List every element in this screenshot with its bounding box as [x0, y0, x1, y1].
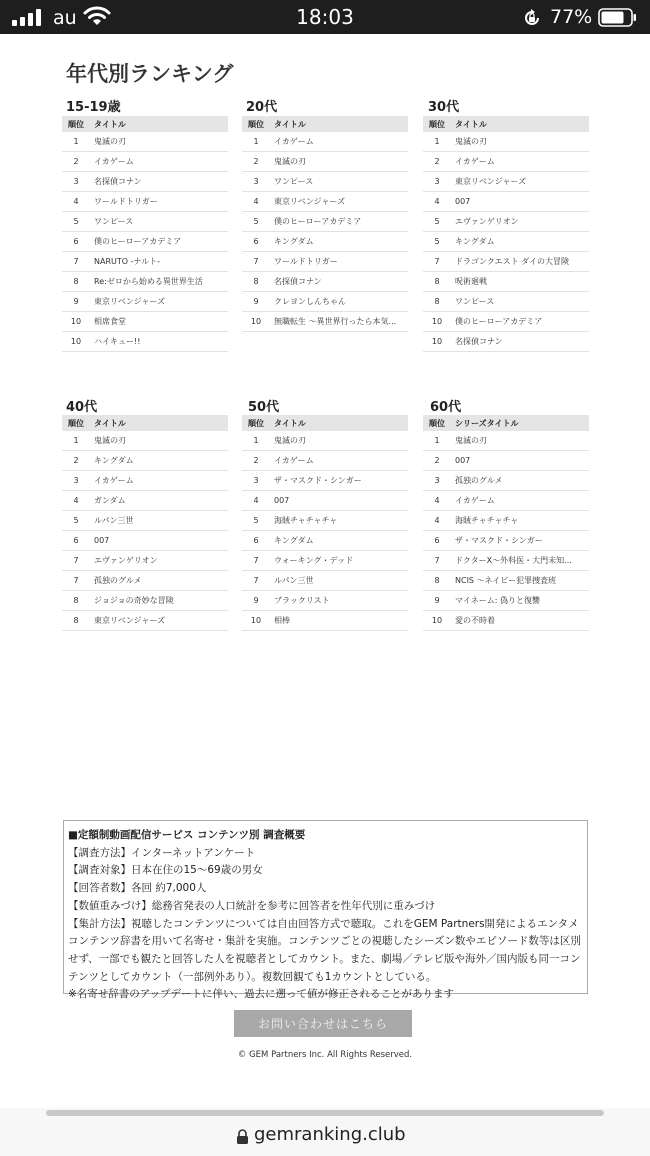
table-row	[62, 431, 228, 451]
table-row	[242, 471, 408, 491]
table-row	[242, 571, 408, 591]
table-row	[242, 292, 408, 312]
table-row	[423, 292, 589, 312]
title-cell: ワールドトリガー	[90, 192, 228, 212]
table-row	[62, 232, 228, 252]
rank-cell: 4	[423, 511, 451, 531]
table-header-row	[62, 415, 228, 431]
rank-column-header: 順位	[62, 415, 90, 431]
table-row	[62, 531, 228, 551]
table-row	[423, 272, 589, 292]
title-cell: ウォーキング・デッド	[270, 551, 408, 571]
table-row	[423, 332, 589, 352]
rank-cell: 8	[62, 272, 90, 292]
title-cell: 名探偵コナン	[451, 332, 589, 352]
table-row	[242, 232, 408, 252]
series-title-column-header: シリーズタイトル	[451, 415, 589, 431]
title-cell: 相棒	[270, 611, 408, 631]
rank-cell: 5	[62, 212, 90, 232]
rank-cell: 10	[242, 312, 270, 332]
lock-icon	[236, 1129, 249, 1144]
title-column-header: タイトル	[270, 116, 408, 132]
title-cell: ルパン三世	[270, 571, 408, 591]
scrollbar[interactable]	[46, 1110, 604, 1116]
table-row	[62, 152, 228, 172]
rank-cell: 4	[423, 192, 451, 212]
rank-cell: 9	[242, 292, 270, 312]
table-header-row	[62, 116, 228, 132]
ranking-table-30s	[423, 116, 589, 352]
notes-disclaimer: ※名寄せ辞書のアップデートに伴い、過去に遡って値が修正されることがあります	[68, 988, 455, 1001]
title-cell: ワンピース	[270, 172, 408, 192]
title-column-header: タイトル	[90, 415, 228, 431]
rank-cell: 2	[423, 152, 451, 172]
table-row	[62, 571, 228, 591]
title-cell: 007	[451, 192, 589, 212]
rank-cell: 9	[423, 591, 451, 611]
table-row	[423, 431, 589, 451]
table-row	[62, 491, 228, 511]
rank-cell: 5	[242, 511, 270, 531]
table-header-row	[242, 116, 408, 132]
title-cell: 鬼滅の刃	[270, 431, 408, 451]
table-row	[242, 172, 408, 192]
title-cell: ザ・マスクド・シンガー	[270, 471, 408, 491]
section-heading-30s: 30代	[428, 100, 460, 115]
title-cell: ドラゴンクエスト ダイの大冒険	[451, 252, 589, 272]
title-cell: 海賊チャチャチャ	[451, 511, 589, 531]
rank-cell: 7	[62, 571, 90, 591]
table-header-row	[423, 116, 589, 132]
table-row	[423, 232, 589, 252]
rank-cell: 8	[423, 292, 451, 312]
title-cell: 鬼滅の刃	[270, 152, 408, 172]
title-cell: キングダム	[90, 451, 228, 471]
rank-cell: 6	[62, 232, 90, 252]
contact-button[interactable]: お問い合わせはこちら	[234, 1010, 412, 1037]
title-cell: 007	[270, 491, 408, 511]
rank-cell: 4	[62, 491, 90, 511]
survey-notes	[63, 820, 588, 1001]
title-cell: イカゲーム	[451, 152, 589, 172]
rank-cell: 10	[423, 332, 451, 352]
table-row	[242, 212, 408, 232]
table-row	[423, 511, 589, 531]
rank-cell: 7	[62, 551, 90, 571]
notes-respondents: 【回答者数】各回 約7,000人	[68, 882, 207, 895]
table-row	[423, 152, 589, 172]
clock: 18:03	[296, 5, 354, 29]
table-row	[62, 252, 228, 272]
title-cell: 東京リベンジャーズ	[270, 192, 408, 212]
section-heading-40s: 40代	[66, 400, 98, 415]
rank-cell: 2	[423, 451, 451, 471]
rank-cell: 2	[242, 152, 270, 172]
title-cell: ザ・マスクド・シンガー	[451, 531, 589, 551]
rank-cell: 3	[62, 172, 90, 192]
title-cell: 僕のヒーローアカデミア	[270, 212, 408, 232]
title-cell: NARUTO -ナルト-	[90, 252, 228, 272]
title-cell: ワンピース	[451, 292, 589, 312]
notes-weighting: 【数値重みづけ】総務省発表の人口統計を参考に回答者を性年代別に重みづけ	[68, 899, 436, 912]
rank-cell: 2	[62, 152, 90, 172]
table-row	[423, 471, 589, 491]
title-cell: 僕のヒーローアカデミア	[90, 232, 228, 252]
table-header-row	[423, 415, 589, 431]
table-row	[242, 252, 408, 272]
ranking-table-50s	[242, 415, 408, 631]
table-header-row	[242, 415, 408, 431]
table-row	[423, 531, 589, 551]
table-row	[62, 192, 228, 212]
table-row	[62, 172, 228, 192]
title-cell: イカゲーム	[270, 451, 408, 471]
table-row	[242, 152, 408, 172]
table-row	[423, 491, 589, 511]
title-cell: ブラックリスト	[270, 591, 408, 611]
rank-cell: 3	[242, 471, 270, 491]
rank-cell: 8	[62, 611, 90, 631]
rank-cell: 3	[242, 172, 270, 192]
rank-cell: 8	[423, 272, 451, 292]
rank-cell: 10	[423, 312, 451, 332]
table-row	[62, 312, 228, 332]
title-cell: 鬼滅の刃	[90, 132, 228, 152]
rank-cell: 6	[242, 531, 270, 551]
table-row	[242, 451, 408, 471]
title-cell: キングダム	[270, 232, 408, 252]
table-row	[242, 272, 408, 292]
rank-cell: 1	[242, 431, 270, 451]
table-row	[62, 272, 228, 292]
rank-cell: 4	[423, 491, 451, 511]
rank-cell: 1	[62, 132, 90, 152]
rank-cell: 1	[423, 431, 451, 451]
table-row	[423, 551, 589, 571]
title-cell: 相席食堂	[90, 312, 228, 332]
title-cell: 東京リベンジャーズ	[451, 172, 589, 192]
notes-aggregation: 【集計方法】視聴したコンテンツについては自由回答方式で聴取。これをGEM Partners開発によるエンタメコンテンツ辞書を用いて名寄せ・集計を実施。コンテンツごとの視聴したシーズン数やエピソード数等は区別せず、一部でも観たと回答した人を視聴者としてカウント。また、劇場／テレビ版や海外／国内版も同一コンテンツとしてカウント（一部例外あり）。複数回観ても1カウントとしている。	[68, 917, 581, 983]
table-row	[242, 531, 408, 551]
rank-cell: 6	[62, 531, 90, 551]
title-cell: 孤独のグルメ	[451, 471, 589, 491]
ranking-table-40s	[62, 415, 228, 631]
rank-cell: 6	[423, 531, 451, 551]
rank-cell: 4	[242, 192, 270, 212]
rank-cell: 10	[423, 611, 451, 631]
copyright: © GEM Partners Inc. All Rights Reserved.	[237, 1050, 413, 1060]
title-cell: 名探偵コナン	[90, 172, 228, 192]
notes-method: 【調査方法】インターネットアンケート	[68, 846, 256, 859]
rank-cell: 8	[242, 272, 270, 292]
title-cell: 東京リベンジャーズ	[90, 292, 228, 312]
rank-cell: 5	[242, 212, 270, 232]
ranking-table-15-19	[62, 116, 228, 352]
title-cell: ドクターX～外科医・大門未知...	[451, 551, 589, 571]
rank-cell: 3	[62, 471, 90, 491]
title-cell: エヴァンゲリオン	[90, 551, 228, 571]
title-cell: キングダム	[451, 232, 589, 252]
title-cell: マイネーム: 偽りと復讐	[451, 591, 589, 611]
rank-cell: 10	[62, 312, 90, 332]
title-cell: 呪術廻戦	[451, 272, 589, 292]
title-cell: 愛の不時着	[451, 611, 589, 631]
title-cell: 007	[90, 531, 228, 551]
rank-cell: 3	[423, 471, 451, 491]
rank-cell: 9	[242, 591, 270, 611]
title-cell: ジョジョの奇妙な冒険	[90, 591, 228, 611]
rank-column-header: 順位	[62, 116, 90, 132]
table-row	[62, 332, 228, 352]
table-row	[62, 292, 228, 312]
table-row	[242, 132, 408, 152]
table-row	[423, 312, 589, 332]
section-heading-20s: 20代	[246, 100, 278, 115]
table-row	[62, 511, 228, 531]
rank-cell: 1	[62, 431, 90, 451]
rank-cell: 1	[423, 132, 451, 152]
rank-column-header: 順位	[242, 116, 270, 132]
title-cell: 孤独のグルメ	[90, 571, 228, 591]
title-cell: キングダム	[270, 531, 408, 551]
title-column-header: タイトル	[451, 116, 589, 132]
table-row	[62, 451, 228, 471]
rank-cell: 2	[242, 451, 270, 471]
rank-cell: 4	[242, 491, 270, 511]
rank-column-header: 順位	[242, 415, 270, 431]
title-cell: 東京リベンジャーズ	[90, 611, 228, 631]
rank-cell: 10	[62, 332, 90, 352]
table-row	[62, 591, 228, 611]
rank-cell: 7	[62, 252, 90, 272]
title-cell: 僕のヒーローアカデミア	[451, 312, 589, 332]
title-cell: ワールドトリガー	[270, 252, 408, 272]
rank-cell: 4	[62, 192, 90, 212]
title-cell: エヴァンゲリオン	[451, 212, 589, 232]
rank-cell: 3	[423, 172, 451, 192]
rank-cell: 7	[242, 551, 270, 571]
status-bar	[0, 0, 650, 34]
table-row	[62, 471, 228, 491]
url-text[interactable]: gemranking.club	[254, 1124, 406, 1145]
rank-cell: 7	[423, 551, 451, 571]
rank-cell: 2	[62, 451, 90, 471]
rank-cell: 5	[423, 232, 451, 252]
title-cell: クレヨンしんちゃん	[270, 292, 408, 312]
rank-cell: 6	[242, 232, 270, 252]
title-cell: 海賊チャチャチャ	[270, 511, 408, 531]
title-cell: 名探偵コナン	[270, 272, 408, 292]
rank-cell: 5	[62, 511, 90, 531]
table-row	[62, 611, 228, 631]
rank-cell: 1	[242, 132, 270, 152]
table-row	[62, 212, 228, 232]
table-row	[242, 551, 408, 571]
rank-cell: 9	[62, 292, 90, 312]
table-row	[423, 451, 589, 471]
rotation-lock-icon	[522, 8, 542, 28]
table-row	[242, 312, 408, 332]
title-cell: 鬼滅の刃	[451, 132, 589, 152]
rank-cell: 8	[62, 591, 90, 611]
rank-cell: 7	[423, 252, 451, 272]
carrier-name: au	[53, 7, 77, 29]
title-cell: イカゲーム	[451, 491, 589, 511]
table-row	[242, 511, 408, 531]
rank-cell: 10	[242, 611, 270, 631]
table-row	[242, 611, 408, 631]
title-cell: 鬼滅の刃	[451, 431, 589, 451]
table-row	[242, 431, 408, 451]
title-cell: NCIS ～ネイビー犯罪捜査班	[451, 571, 589, 591]
title-cell: ガンダム	[90, 491, 228, 511]
table-row	[423, 611, 589, 631]
title-column-header: タイトル	[270, 415, 408, 431]
table-row	[423, 252, 589, 272]
table-row	[423, 172, 589, 192]
notes-target: 【調査対象】日本在住の15～69歳の男女	[68, 864, 263, 877]
title-cell: Re:ゼロから始める異世界生活	[90, 272, 228, 292]
table-row	[242, 491, 408, 511]
section-heading-50s: 50代	[248, 400, 280, 415]
rank-column-header: 順位	[423, 116, 451, 132]
title-cell: 鬼滅の刃	[90, 431, 228, 451]
title-cell: イカゲーム	[270, 132, 408, 152]
battery-percent: 77%	[550, 6, 593, 28]
rank-column-header: 順位	[423, 415, 451, 431]
section-heading-15-19: 15-19歳	[66, 100, 121, 115]
title-cell: 無職転生 ～異世界行ったら本気...	[270, 312, 408, 332]
rank-cell: 5	[423, 212, 451, 232]
rank-cell: 8	[423, 571, 451, 591]
table-row	[242, 591, 408, 611]
table-row	[423, 571, 589, 591]
table-row	[62, 132, 228, 152]
title-cell: ワンピース	[90, 212, 228, 232]
table-row	[423, 132, 589, 152]
section-heading-60s: 60代	[430, 400, 462, 415]
ranking-table-20s	[242, 116, 408, 332]
title-cell: 007	[451, 451, 589, 471]
title-cell: ハイキュー!!	[90, 332, 228, 352]
title-column-header: タイトル	[90, 116, 228, 132]
ranking-table-60s	[423, 415, 589, 631]
title-cell: イカゲーム	[90, 471, 228, 491]
title-cell: ルパン三世	[90, 511, 228, 531]
title-cell: イカゲーム	[90, 152, 228, 172]
table-row	[423, 591, 589, 611]
page-title: 年代別ランキング	[66, 62, 234, 86]
rank-cell: 7	[242, 252, 270, 272]
table-row	[423, 212, 589, 232]
battery-icon	[598, 8, 638, 27]
table-row	[62, 551, 228, 571]
rank-cell: 7	[242, 571, 270, 591]
table-row	[423, 192, 589, 212]
notes-heading: ■定額制動画配信サービス コンテンツ別 調査概要	[68, 829, 306, 841]
table-row	[242, 192, 408, 212]
